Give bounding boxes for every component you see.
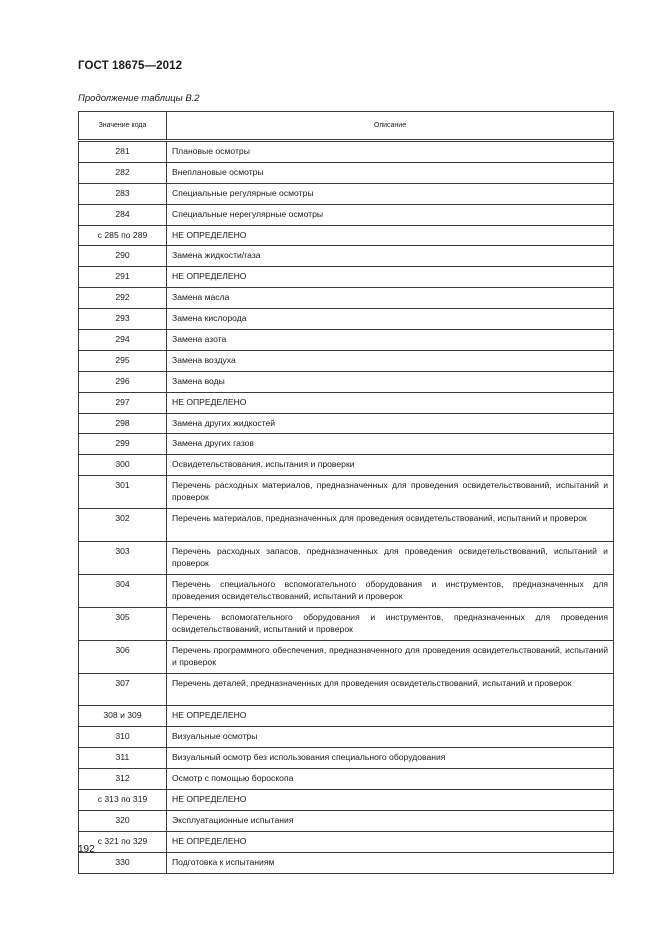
code-cell: 299 xyxy=(79,434,167,455)
table-row xyxy=(79,330,614,351)
table-row xyxy=(79,810,614,831)
table-row xyxy=(79,476,614,509)
table-row xyxy=(79,790,614,811)
code-cell: 295 xyxy=(79,350,167,371)
code-table xyxy=(78,111,614,874)
code-cell: 281 xyxy=(79,141,167,163)
table-row xyxy=(79,574,614,607)
code-cell: 307 xyxy=(79,673,167,706)
code-cell: 311 xyxy=(79,748,167,769)
code-cell: 312 xyxy=(79,769,167,790)
code-cell: с 285 по 289 xyxy=(79,225,167,246)
table-row xyxy=(79,434,614,455)
table-row xyxy=(79,350,614,371)
table-row xyxy=(79,640,614,673)
table-row xyxy=(79,852,614,873)
header-code: Значение кода xyxy=(79,112,167,141)
code-cell: 304 xyxy=(79,574,167,607)
table-row xyxy=(79,371,614,392)
description-cell: НЕ ОПРЕДЕЛЕНО xyxy=(167,831,614,852)
description-cell: Специальные регулярные осмотры xyxy=(167,183,614,204)
table-row xyxy=(79,204,614,225)
table-row xyxy=(79,748,614,769)
code-cell: с 313 по 319 xyxy=(79,790,167,811)
code-cell: 296 xyxy=(79,371,167,392)
table-row xyxy=(79,769,614,790)
description-cell: Замена других газов xyxy=(167,434,614,455)
table-row xyxy=(79,455,614,476)
table-row xyxy=(79,225,614,246)
description-cell: Визуальные осмотры xyxy=(167,727,614,748)
code-cell: 305 xyxy=(79,607,167,640)
description-cell: Перечень вспомогательного оборудования и инструментов, предназначенных для проведения освидетельствований, испытаний и проверок xyxy=(167,607,614,640)
code-cell: 292 xyxy=(79,288,167,309)
table-row xyxy=(79,831,614,852)
description-cell: НЕ ОПРЕДЕЛЕНО xyxy=(167,392,614,413)
description-cell: Плановые осмотры xyxy=(167,141,614,163)
table-row xyxy=(79,509,614,542)
code-cell: 302 xyxy=(79,509,167,542)
table-row xyxy=(79,542,614,575)
description-cell: Замена масла xyxy=(167,288,614,309)
code-cell: 298 xyxy=(79,413,167,434)
table-row xyxy=(79,141,614,163)
description-cell: Замена других жидкостей xyxy=(167,413,614,434)
description-cell: НЕ ОПРЕДЕЛЕНО xyxy=(167,267,614,288)
table-row xyxy=(79,607,614,640)
code-cell: 291 xyxy=(79,267,167,288)
code-cell: 297 xyxy=(79,392,167,413)
table-caption: Продолжение таблицы В.2 xyxy=(78,93,200,104)
table-row xyxy=(79,267,614,288)
code-cell: 283 xyxy=(79,183,167,204)
table-row xyxy=(79,309,614,330)
code-cell: 290 xyxy=(79,246,167,267)
table-row xyxy=(79,183,614,204)
description-cell: Замена воздуха xyxy=(167,350,614,371)
document-title: ГОСТ 18675—2012 xyxy=(78,60,183,72)
code-cell: 301 xyxy=(79,476,167,509)
description-cell: Визуальный осмотр без использования специального оборудования xyxy=(167,748,614,769)
table-header-row xyxy=(79,112,614,141)
table-row xyxy=(79,413,614,434)
description-cell: Замена жидкости/газа xyxy=(167,246,614,267)
description-cell: Замена азота xyxy=(167,330,614,351)
description-cell: Освидетельствования, испытания и проверки xyxy=(167,455,614,476)
code-cell: 284 xyxy=(79,204,167,225)
table-row xyxy=(79,673,614,706)
description-cell: НЕ ОПРЕДЕЛЕНО xyxy=(167,706,614,727)
header-description: Описание xyxy=(167,112,614,141)
code-cell: 308 и 309 xyxy=(79,706,167,727)
description-cell: Перечень деталей, предназначенных для проведения освидетельствований, испытаний и проверок xyxy=(167,673,614,706)
description-cell: Подготовка к испытаниям xyxy=(167,852,614,873)
code-cell: с 321 по 329 xyxy=(79,831,167,852)
description-cell: Осмотр с помощью бороскопа xyxy=(167,769,614,790)
table-row xyxy=(79,392,614,413)
table-row xyxy=(79,706,614,727)
description-cell: Перечень расходных материалов, предназначенных для проведения освидетельствований, испытаний и проверок xyxy=(167,476,614,509)
description-cell: Специальные нерегулярные осмотры xyxy=(167,204,614,225)
code-cell: 300 xyxy=(79,455,167,476)
description-cell: Эксплуатационные испытания xyxy=(167,810,614,831)
code-cell: 294 xyxy=(79,330,167,351)
code-cell: 310 xyxy=(79,727,167,748)
table-row xyxy=(79,288,614,309)
description-cell: Замена кислорода xyxy=(167,309,614,330)
code-cell: 293 xyxy=(79,309,167,330)
page-number: 192 xyxy=(78,844,95,855)
description-cell: Перечень расходных запасов, предназначенных для проведения освидетельствований, испытаний и проверок xyxy=(167,542,614,575)
description-cell: Перечень специального вспомогательного оборудования и инструментов, предназначенных для проведения освидетельствований, испытаний и проверок xyxy=(167,574,614,607)
code-cell: 282 xyxy=(79,162,167,183)
description-cell: Замена воды xyxy=(167,371,614,392)
code-cell: 303 xyxy=(79,542,167,575)
description-cell: НЕ ОПРЕДЕЛЕНО xyxy=(167,790,614,811)
table-row xyxy=(79,162,614,183)
description-cell: Перечень материалов, предназначенных для проведения освидетельствований, испытаний и проверок xyxy=(167,509,614,542)
table-row xyxy=(79,727,614,748)
code-cell: 320 xyxy=(79,810,167,831)
description-cell: Внеплановые осмотры xyxy=(167,162,614,183)
description-cell: Перечень программного обеспечения, предназначенного для проведения освидетельствований, испытаний и проверок xyxy=(167,640,614,673)
code-cell: 330 xyxy=(79,852,167,873)
code-cell: 306 xyxy=(79,640,167,673)
table-row xyxy=(79,246,614,267)
description-cell: НЕ ОПРЕДЕЛЕНО xyxy=(167,225,614,246)
